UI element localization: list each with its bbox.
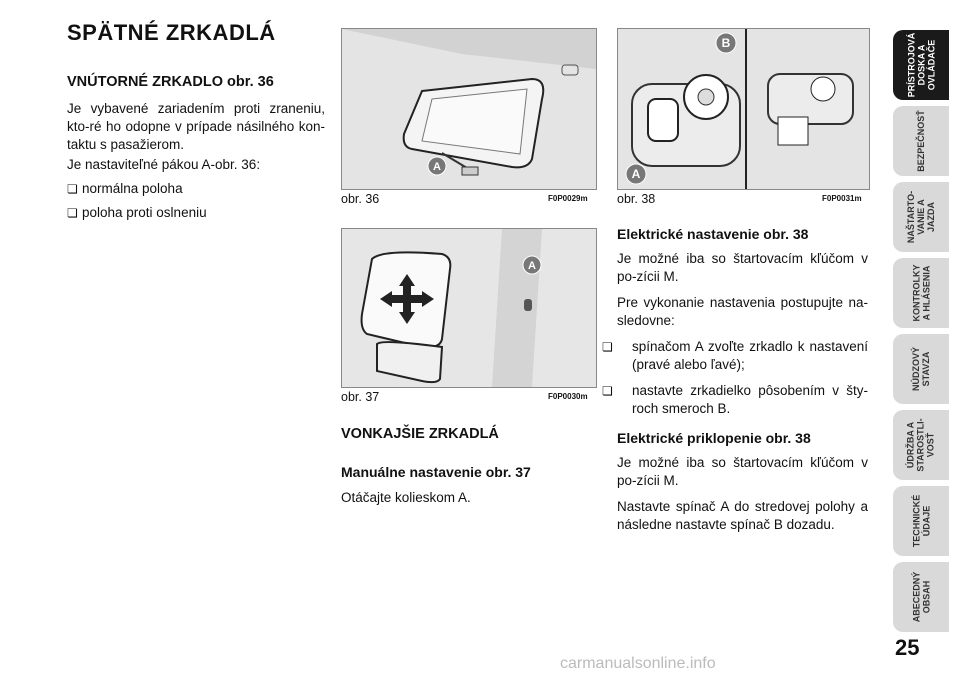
electric-fold-heading: Elektrické priklopenie obr. 38 (617, 430, 811, 446)
figure-38-caption: obr. 38 (617, 192, 656, 206)
figure-37-code: F0P0030m (548, 392, 588, 401)
inner-mirror-text (67, 100, 325, 222)
tab-label: NAŠTARTO- VANIE A JAZDA (905, 190, 936, 244)
figure-38-mirror-switches (617, 28, 870, 190)
tab-warning-lights[interactable] (893, 258, 949, 328)
figure-36-caption: obr. 36 (341, 192, 380, 206)
inner-mirror-description: Je vybavené zariadením proti zraneniu, kto-ré ho odopne v prípade násilného kon-taktu s pasažierom. (67, 101, 325, 152)
electric-fold-text-1: Je možné iba so štartovacím kľúčom v po-zícii M. (617, 455, 868, 488)
manual-adjust-heading: Manuálne nastavenie obr. 37 (341, 464, 531, 480)
manual-adjust-text: Otáčajte kolieskom A. (341, 490, 471, 505)
figure-37-label-a: A (528, 260, 536, 272)
figure-38-label-b: B (721, 36, 731, 50)
tab-label: TECHNICKÉ ÚDAJE (910, 494, 931, 548)
inner-mirror-heading: VNÚTORNÉ ZRKADLO obr. 36 (67, 74, 274, 90)
tab-label: ABECEDNÝ OBSAH (910, 571, 931, 623)
figure-36-label-a: A (433, 161, 441, 173)
electric-bullet-adjust: ❏ nastavte zrkadielko pôsobením v šty-roch smeroch B. (617, 382, 868, 418)
tab-label: BEZPEČNOSŤ (916, 110, 927, 172)
bullet-normal-position: ❏ normálna poloha (67, 180, 325, 198)
inner-mirror-illustration (342, 29, 596, 189)
outer-mirror-illustration (342, 229, 596, 387)
tab-safety[interactable] (893, 106, 949, 176)
outer-mirrors-heading: VONKAJŠIE ZRKADLÁ (341, 426, 499, 442)
mirror-switch-illustration (618, 29, 869, 189)
tab-maintenance[interactable] (893, 410, 949, 480)
figure-37-outer-mirror (341, 228, 597, 388)
electric-adjust-text-1: Je možné iba so štartovacím kľúčom v po-zícii M. (617, 251, 868, 284)
electric-adjust-text-2: Pre vykonanie nastavenia postupujte na-sledovne: (617, 295, 868, 328)
tab-label: KONTROLKY A HLÁSENIA (911, 264, 931, 322)
electric-fold-text-2: Nastavte spínač A do stredovej polohy a následne nastavte spínač B dozadu. (617, 499, 868, 532)
figure-36-code: F0P0029m (548, 194, 588, 203)
watermark: carmanualsonline.info (560, 655, 716, 672)
tab-instrument-panel[interactable] (893, 30, 949, 100)
page-title: SPÄTNÉ ZRKADLÁ (67, 20, 276, 45)
page-number: 25 (895, 635, 920, 660)
tab-starting-driving[interactable] (893, 182, 949, 252)
electric-bullet-select: ❏ spínačom A zvoľte zrkadlo k nastavení (pravé alebo ľavé); (617, 338, 868, 374)
tab-label: PRÍSTROJOVÁ DOSKA A OVLÁDAČE (906, 32, 937, 98)
figure-38-code: F0P0031m (822, 194, 862, 203)
tab-technical-data[interactable] (893, 486, 949, 556)
tab-label: NÚDZOVÝ STAVZA (910, 346, 931, 392)
inner-mirror-lever: Je nastaviteľné pákou A-obr. 36: (67, 157, 261, 172)
figure-36-inner-mirror (341, 28, 597, 190)
bullet-antiglare-position: ❏ poloha proti oslneniu (67, 204, 325, 222)
tab-index[interactable] (893, 562, 949, 632)
figure-38-label-a: A (631, 167, 641, 181)
figure-37-caption: obr. 37 (341, 390, 380, 404)
tab-label: ÚDRŽBA A STAROSTLI- VOSŤ (905, 418, 936, 472)
electric-adjust-heading: Elektrické nastavenie obr. 38 (617, 226, 809, 242)
tab-emergency[interactable] (893, 334, 949, 404)
electric-adjust-section (617, 226, 868, 542)
